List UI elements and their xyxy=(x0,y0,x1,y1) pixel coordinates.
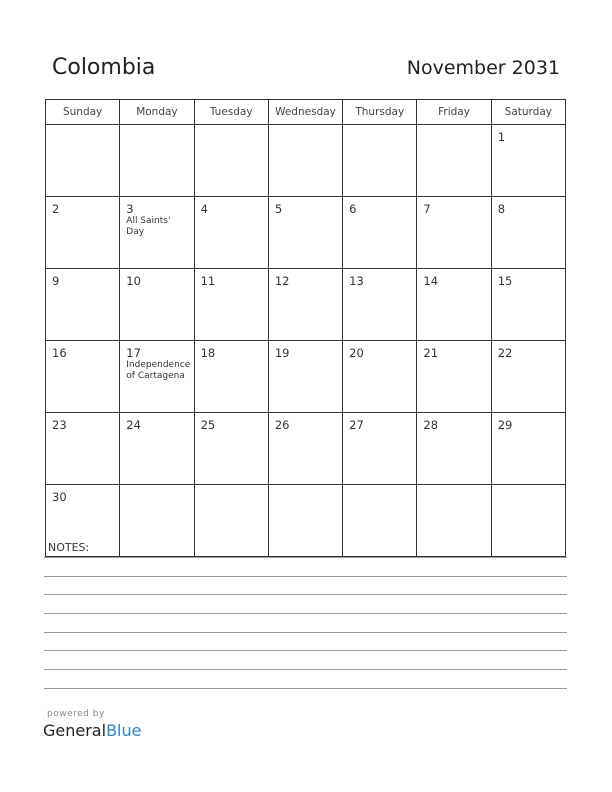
day-number: 10 xyxy=(126,274,141,288)
day-number: 17 xyxy=(126,346,141,360)
day-number: 28 xyxy=(423,418,439,432)
day-cell xyxy=(343,341,417,413)
notes-line xyxy=(44,576,567,577)
week-row xyxy=(46,269,566,341)
day-number: 27 xyxy=(349,418,364,432)
notes-label: NOTES: xyxy=(48,541,90,554)
day-number: 14 xyxy=(423,274,439,288)
day-cell xyxy=(194,269,268,341)
day-cell xyxy=(46,413,120,485)
day-cell xyxy=(268,125,342,197)
day-cell xyxy=(343,197,417,269)
weekday-thursday: Thursday xyxy=(343,100,417,125)
brand-blue: Blue xyxy=(106,721,142,740)
day-cell xyxy=(417,485,491,557)
day-number: 13 xyxy=(349,274,364,288)
day-number: 22 xyxy=(497,346,513,360)
day-number: 8 xyxy=(497,202,506,216)
day-number: 25 xyxy=(200,418,216,432)
day-cell xyxy=(268,485,342,557)
week-row xyxy=(46,341,566,413)
notes-line xyxy=(44,557,567,558)
day-number: 12 xyxy=(274,274,290,288)
day-number: 15 xyxy=(497,274,513,288)
notes-line xyxy=(44,632,567,633)
month-year-title: November 2031 xyxy=(406,57,560,79)
weekday-friday: Friday xyxy=(417,100,491,125)
day-cell xyxy=(491,125,565,197)
day-cell xyxy=(417,413,491,485)
day-cell xyxy=(120,269,194,341)
day-number: 16 xyxy=(52,346,67,360)
day-cell xyxy=(343,269,417,341)
day-cell xyxy=(268,341,342,413)
day-number: 5 xyxy=(274,202,283,216)
day-number: 11 xyxy=(200,274,216,288)
notes-line xyxy=(44,594,567,595)
day-number: 6 xyxy=(349,202,357,216)
day-cell xyxy=(46,125,120,197)
day-number: 26 xyxy=(274,418,290,432)
day-cell xyxy=(417,269,491,341)
day-number: 23 xyxy=(52,418,67,432)
day-cell xyxy=(491,269,565,341)
day-number: 30 xyxy=(52,490,67,504)
day-cell xyxy=(268,197,342,269)
day-cell xyxy=(491,197,565,269)
day-number: 29 xyxy=(497,418,513,432)
day-number: 19 xyxy=(274,346,290,360)
weekday-saturday: Saturday xyxy=(491,100,565,125)
day-cell xyxy=(120,125,194,197)
day-cell xyxy=(343,125,417,197)
notes-line xyxy=(44,669,567,670)
day-number: 9 xyxy=(52,274,60,288)
day-cell xyxy=(46,341,120,413)
day-cell xyxy=(194,197,268,269)
day-cell xyxy=(194,125,268,197)
calendar-grid xyxy=(45,99,566,557)
day-cell xyxy=(491,485,565,557)
week-row xyxy=(46,197,566,269)
day-cell xyxy=(343,485,417,557)
day-cell xyxy=(417,197,491,269)
day-number: 2 xyxy=(52,202,60,216)
day-cell xyxy=(417,125,491,197)
weekday-header-row xyxy=(46,100,566,125)
day-cell xyxy=(343,413,417,485)
brand-logo xyxy=(43,721,141,740)
day-cell xyxy=(417,341,491,413)
day-cell xyxy=(120,485,194,557)
day-cell xyxy=(194,413,268,485)
day-cell xyxy=(491,413,565,485)
country-title: Colombia xyxy=(52,55,156,80)
holiday-label: Independence of Cartagena xyxy=(126,360,191,381)
powered-by-text: powered by xyxy=(47,709,105,719)
weekday-tuesday: Tuesday xyxy=(194,100,268,125)
notes-line xyxy=(44,688,567,689)
day-cell xyxy=(46,197,120,269)
day-cell xyxy=(268,413,342,485)
day-cell xyxy=(491,341,565,413)
day-cell xyxy=(268,269,342,341)
week-row xyxy=(46,485,566,557)
day-cell xyxy=(194,485,268,557)
holiday-label: All Saints' Day xyxy=(126,216,171,237)
notes-line xyxy=(44,613,567,614)
day-cell xyxy=(120,341,194,413)
brand-general: General xyxy=(43,721,107,740)
day-number: 1 xyxy=(497,130,506,144)
day-cell xyxy=(46,269,120,341)
day-cell xyxy=(194,341,268,413)
day-number: 7 xyxy=(423,202,431,216)
day-number: 18 xyxy=(200,346,216,360)
day-cell xyxy=(120,413,194,485)
weekday-wednesday: Wednesday xyxy=(268,100,342,125)
day-number: 3 xyxy=(126,202,134,216)
day-cell xyxy=(120,197,194,269)
week-row xyxy=(46,125,566,197)
day-number: 20 xyxy=(349,346,364,360)
day-number: 24 xyxy=(126,418,141,432)
weekday-sunday: Sunday xyxy=(46,100,120,125)
week-row xyxy=(46,413,566,485)
notes-line xyxy=(44,650,567,651)
day-number: 4 xyxy=(200,202,208,216)
day-number: 21 xyxy=(423,346,439,360)
weekday-monday: Monday xyxy=(120,100,194,125)
